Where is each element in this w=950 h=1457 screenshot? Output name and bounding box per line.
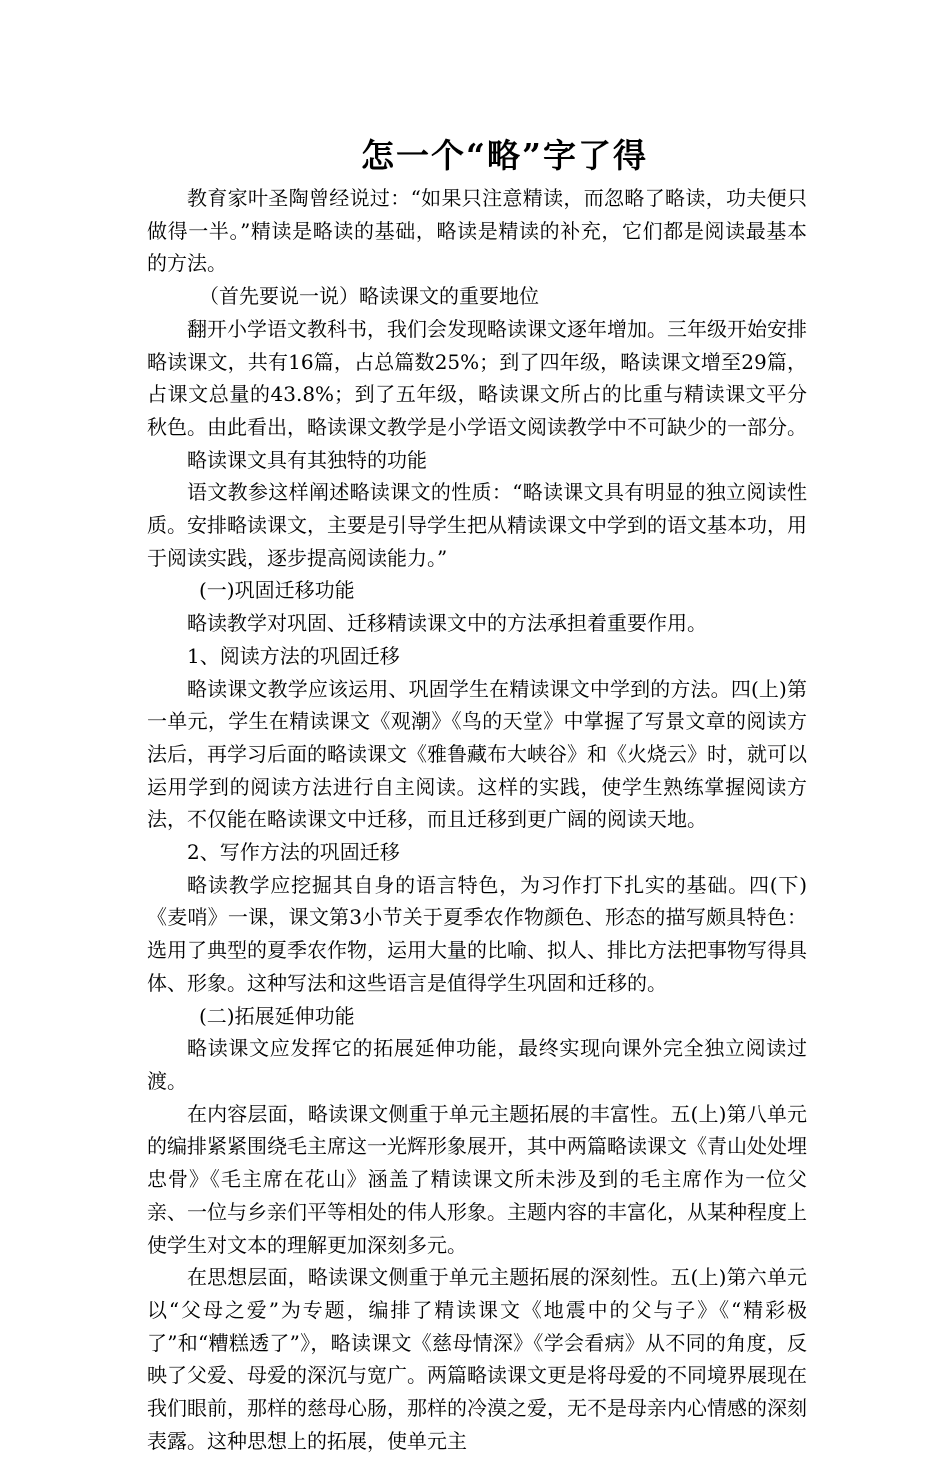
- paragraph: （首先要说一说）略读课文的重要地位: [199, 284, 539, 309]
- paragraph: (一)巩固迁移功能: [199, 578, 355, 603]
- paragraph: 略读教学应挖掘其自身的语言特色，为习作打下扎实的基础。四(下)《麦哨》一课，课文第3小节关于夏季农作物颜色、形态的描写颇具特色：选用了典型的夏季农作物，运用大量的比喻、拟人、排比方法把事物写得具体、形象。这种写法和这些语言是值得学生巩固和迁移的。: [147, 872, 807, 995]
- paragraph: 在思想层面，略读课文侧重于单元主题拓展的深刻性。五(上)第六单元以“父母之爱”为专题，编排了精读课文《地震中的父与子》《“精彩极了”和“糟糕透了”》，略读课文《慈母情深》《学会看病》从不同的角度，反映了父爱、母爱的深沉与宽广。两篇略读课文更是将母爱的不同境界展现在我们眼前，那样的慈母心肠，那样的冷漠之爱，无不是母亲内心情感的深刻表露。这种思想上的拓展，使单元主: [147, 1265, 807, 1453]
- document-page: [147, 120, 807, 1457]
- paragraph: 语文教参这样阐述略读课文的性质：“略读课文具有明显的独立阅读性质。安排略读课文，主要是引导学生把从精读课文中学到的语文基本功，用于阅读实践，逐步提高阅读能力。”: [147, 480, 807, 570]
- paragraph: 略读课文教学应该运用、巩固学生在精读课文中学到的方法。四(上)第一单元，学生在精读课文《观潮》《鸟的天堂》中掌握了写景文章的阅读方法后，再学习后面的略读课文《雅鲁藏布大峡谷》和《火烧云》时，就可以运用学到的阅读方法进行自主阅读。这样的实践，使学生熟练掌握阅读方法，不仅能在略读课文中迁移，而且迁移到更广阔的阅读天地。: [147, 676, 807, 832]
- paragraph: 1、阅读方法的巩固迁移: [187, 643, 400, 668]
- paragraph: 翻开小学语文教科书，我们会发现略读课文逐年增加。三年级开始安排略读课文，共有16篇，占总篇数25%；到了四年级，略读课文增至29篇，占课文总量的43.8%；到了五年级，略读课文所占的比重与精读课文平分秋色。由此看出，略读课文教学是小学语文阅读教学中不可缺少的一部分。: [147, 316, 807, 439]
- paragraph: 略读教学对巩固、迁移精读课文中的方法承担着重要作用。: [187, 611, 707, 636]
- paragraph: 略读课文应发挥它的拓展延伸功能，最终实现向课外完全独立阅读过渡。: [147, 1036, 807, 1093]
- paragraph: 2、写作方法的巩固迁移: [187, 840, 400, 865]
- paragraph: 略读课文具有其独特的功能: [187, 447, 427, 472]
- document-body: [147, 182, 807, 1457]
- paragraph: 在内容层面，略读课文侧重于单元主题拓展的丰富性。五(上)第八单元的编排紧紧围绕毛主席这一光辉形象展开，其中两篇略读课文《青山处处埋忠骨》《毛主席在花山》涵盖了精读课文所未涉及到的毛主席作为一位父亲、一位与乡亲们平等相处的伟人形象。主题内容的丰富化，从某种程度上使学生对文本的理解更加深刻多元。: [147, 1101, 807, 1257]
- paragraph: (二)拓展延伸功能: [199, 1003, 355, 1028]
- paragraph: 教育家叶圣陶曾经说过：“如果只注意精读，而忽略了略读，功夫便只做得一半。”精读是略读的基础，略读是精读的补充，它们都是阅读最基本的方法。: [147, 186, 807, 276]
- document-title: 怎一个“略”字了得: [361, 136, 648, 175]
